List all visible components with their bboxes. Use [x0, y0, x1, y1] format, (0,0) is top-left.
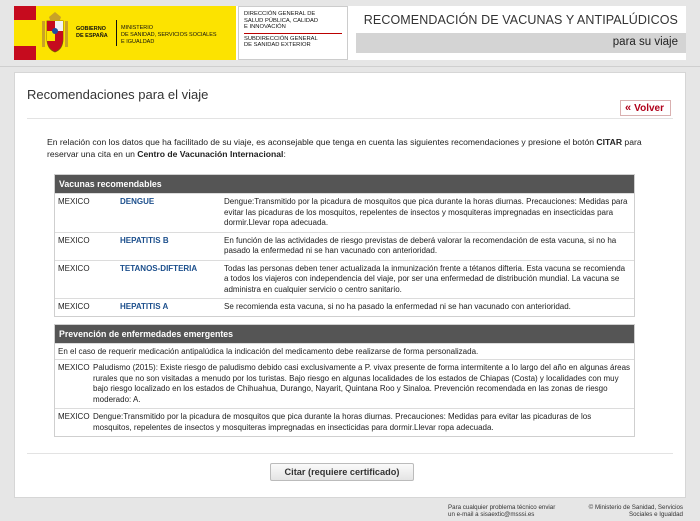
table-row	[55, 298, 634, 316]
prevention-section	[54, 324, 635, 437]
row-vaccine: HEPATITIS B	[120, 235, 169, 245]
row-vaccine: TETANOS-DIFTERIA	[120, 263, 198, 273]
row-country: MEXICO	[58, 197, 90, 206]
row-description: Dengue:Transmitido por la picadura de mosquitos que pica durante la horas diurnas. Precauciones: Medidas para evitar las picaduras de los mosquitos, repelentes de insectos y mosquiteras impregnadas en insecticidas para dormir.Llevar ropa adecuada.	[93, 412, 592, 432]
row-country: MEXICO	[58, 235, 90, 245]
flag-stripes	[14, 6, 36, 60]
page-title: Recomendaciones para el viaje	[27, 87, 209, 102]
footer-copyright: © Ministerio de Sanidad, Servicios Sociales e Igualdad	[588, 504, 683, 519]
back-button[interactable]	[620, 100, 671, 116]
row-description: En función de las actividades de riesgo previstas de deberá valorar la recomendación de esta vacuna, si no ha pasado la enfermedad ni se han vacunado con anterioridad.	[224, 235, 617, 255]
row-country: MEXICO	[58, 263, 90, 273]
ministry-label: MINISTERIO DE SANIDAD, SERVICIOS SOCIALES E IGUALDAD	[121, 25, 217, 45]
table-row	[55, 359, 634, 408]
row-country: MEXICO	[58, 302, 90, 311]
row-country: MEXICO	[58, 412, 90, 421]
intro-cta: CITAR	[596, 137, 623, 147]
table-row	[55, 193, 634, 232]
vaccines-section	[54, 174, 635, 317]
app-subtitle-bar	[356, 33, 686, 53]
government-logo	[14, 6, 236, 60]
row-description: Paludismo (2015): Existe riesgo de paludismo debido casi exclusivamente a P. vivax presente de forma intermitente a lo largo del año en algunas áreas rurales que no son visitadas a menudo por los turistas. Bajo riesgo en algunas localidades de los estados de Chiapas (Costa) y localidades con muy bajo riesgo localizado en los estados de Chihuahua, Durango, Nayarit, Quintana Roo y Sinaloa. Prevención recomendada en las zonas de riesgo moderado: A.	[93, 363, 631, 404]
title-divider	[27, 118, 673, 119]
prevention-note: En el caso de requerir medicación antipalúdica la indicación del medicamento debe realizarse de forma personalizada.	[55, 343, 634, 359]
row-description: Todas las personas deben tener actualizada la inmunización frente a tétanos difteria. Esta vacuna se recomienda a todos los viajeros con independencia del viaje, por ser una enfermedad de distribución mundial. La vacuna se administra en cualquier servicio o centro sanitario.	[224, 263, 626, 294]
row-country: MEXICO	[58, 363, 90, 372]
vaccines-section-header: Vacunas recomendables	[55, 175, 634, 193]
prevention-section-header: Prevención de enfermedades emergentes	[55, 325, 634, 343]
bottom-divider	[27, 453, 673, 454]
header-divider	[0, 66, 700, 67]
table-row	[55, 408, 634, 436]
footer-help: Para cualquier problema técnico enviar un e-mail a sisaextic@msssi.es	[448, 504, 573, 519]
directorate-label: DIRECCIÓN GENERAL DE SALUD PÚBLICA, CALIDAD E INNOVACIÓN SUBDIRECCIÓN GENERAL DE SANIDAD EXTERIOR	[238, 6, 348, 60]
table-row	[55, 260, 634, 299]
cite-button[interactable]: Citar (requiere certificado)	[270, 463, 414, 481]
support-email-link[interactable]: un e-mail a sisaextic@msssi.es	[448, 511, 535, 519]
app-title: RECOMENDACIÓN DE VACUNAS Y ANTIPALÚDICOS	[363, 13, 678, 27]
coat-of-arms-icon	[42, 11, 68, 55]
logo-divider	[116, 20, 117, 46]
table-row	[55, 232, 634, 260]
intro-center: Centro de Vacunación Internacional	[137, 149, 284, 159]
gov-label: GOBIERNO DE ESPAÑA	[76, 26, 108, 39]
main-panel	[14, 72, 686, 498]
row-description: Se recomienda esta vacuna, si no ha pasado la enfermedad ni se han vacunado con anterioridad.	[224, 302, 571, 311]
app-subtitle: para su viaje	[612, 36, 678, 48]
back-button-label: Volver	[634, 102, 664, 114]
double-chevron-left-icon: «	[625, 101, 632, 114]
row-description: Dengue:Transmitido por la picadura de mosquitos que pica durante la horas diurnas. Precauciones: Medidas para evitar las picaduras de los mosquitos, repelentes de insectos y mosquiteras impregnadas en insecticidas para dormir.Llevar ropa adecuada.	[224, 197, 628, 227]
row-vaccine: HEPATITIS A	[120, 302, 169, 311]
row-vaccine: DENGUE	[120, 197, 155, 206]
intro-text: En relación con los datos que ha facilitado de su viaje, es aconsejable que tenga en cuenta las siguientes recomendaciones y presione el botón CITAR para reservar una cita en un Centro de Vacunación Internacional:	[47, 137, 642, 159]
directorate-divider	[244, 33, 342, 34]
